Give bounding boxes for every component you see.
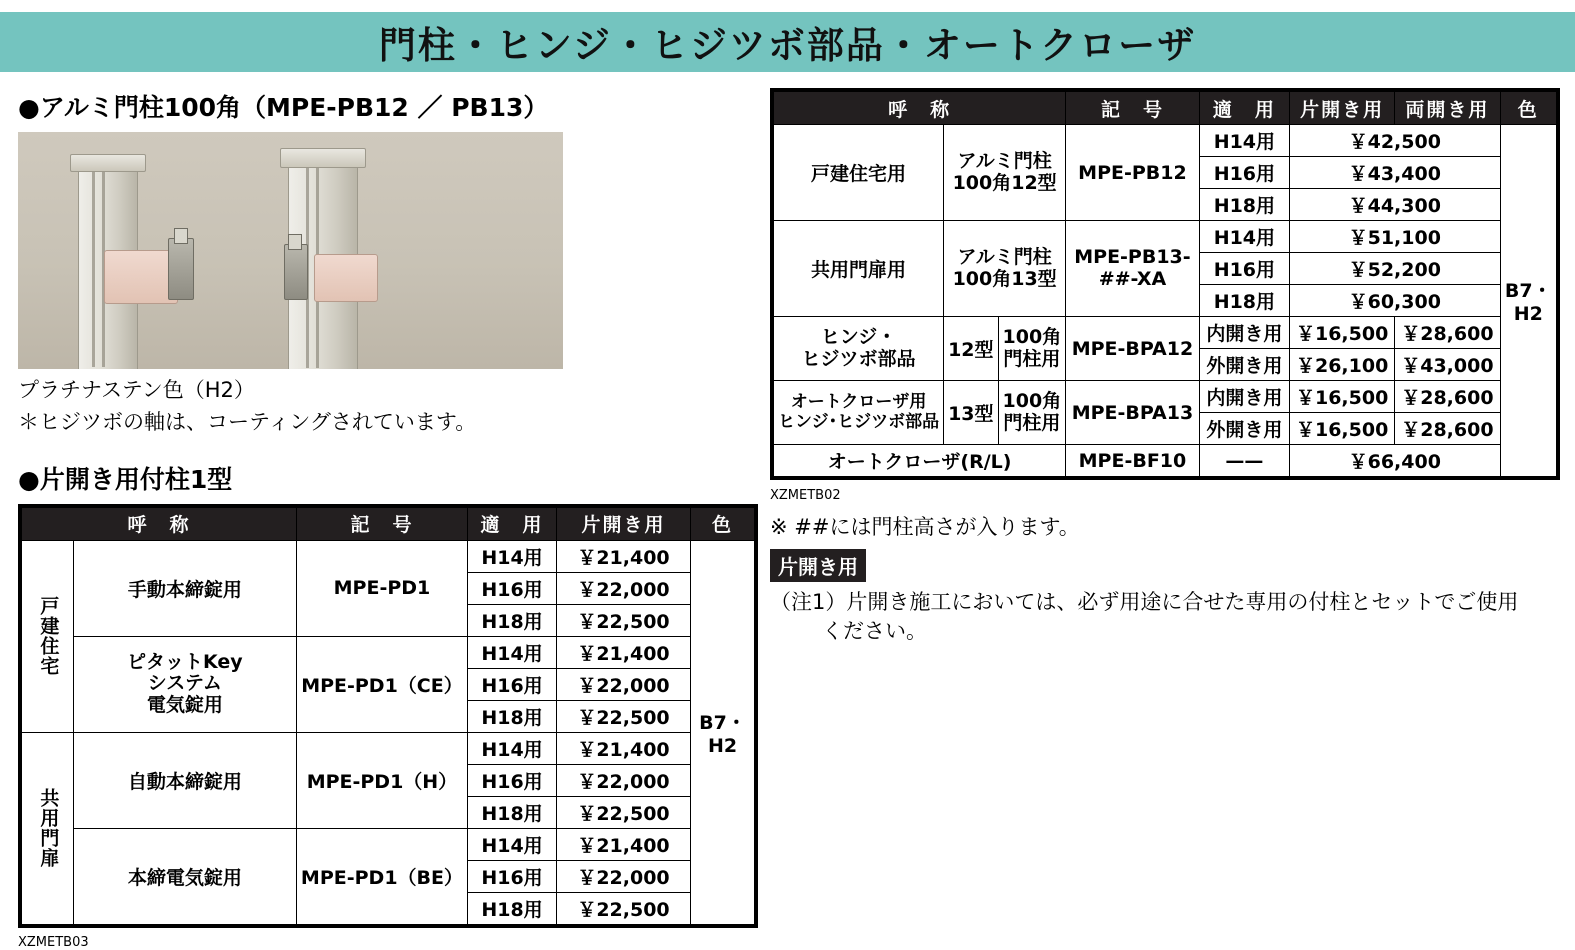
price-single-cell: ￥16,500 bbox=[1290, 317, 1395, 349]
col-header-single: 片開き用 bbox=[1290, 92, 1395, 125]
note-line-2: ください。 bbox=[822, 619, 927, 644]
groove-line bbox=[92, 172, 95, 367]
row-code-mpe-pd1: MPE-PD1 bbox=[296, 540, 467, 636]
apply-cell: H16用 bbox=[468, 860, 557, 892]
left-column bbox=[18, 88, 758, 950]
use-shared-gate: 共用門扉用 bbox=[774, 221, 944, 317]
photo-caption-color: プラチナステン色（H2） bbox=[18, 378, 255, 402]
price-double-cell: ￥28,600 bbox=[1395, 317, 1500, 349]
table-row bbox=[22, 732, 755, 764]
post-cap-right bbox=[280, 148, 366, 168]
name-line-1: オートクローザ用 bbox=[790, 391, 927, 412]
code-line-2: ##-XA bbox=[1098, 267, 1167, 290]
for-line-1: 100角 bbox=[1002, 389, 1062, 412]
apply-cell: H14用 bbox=[468, 828, 557, 860]
apply-cell: H18用 bbox=[468, 892, 557, 924]
hinge-block-left bbox=[104, 250, 178, 304]
price-single-cell: ￥16,500 bbox=[1290, 381, 1395, 413]
price-cell: ￥22,500 bbox=[557, 604, 691, 636]
row-code-mpe-pd1-be: MPE-PD1（BE） bbox=[296, 828, 467, 924]
apply-cell: H14用 bbox=[468, 540, 557, 572]
table-row bbox=[774, 445, 1557, 477]
right-column bbox=[770, 88, 1560, 647]
col-header-color: 色 bbox=[1500, 92, 1556, 125]
apply-cell: H16用 bbox=[468, 668, 557, 700]
hinge-block-right bbox=[314, 254, 378, 302]
apply-cell: 内開き用 bbox=[1199, 317, 1289, 349]
for-line-1: 100角 bbox=[1002, 325, 1062, 348]
price-cell: ￥21,400 bbox=[557, 636, 691, 668]
apply-cell: H14用 bbox=[1199, 125, 1289, 157]
color-line-2: H2 bbox=[1513, 303, 1543, 325]
left-table-wrapper bbox=[18, 504, 758, 928]
for-line-2: 門柱用 bbox=[1003, 347, 1061, 370]
col-header-apply: 適 用 bbox=[1199, 92, 1289, 125]
name-line-2: ヒジツボ部品 bbox=[801, 347, 916, 370]
section-heading-aluminum-post: ●アルミ門柱100角（MPE-PB12 ／ PB13） bbox=[18, 93, 549, 122]
apply-cell: H14用 bbox=[468, 732, 557, 764]
apply-cell: H16用 bbox=[468, 572, 557, 604]
note-line-1: （注1）片開き施工においては、必ず用途に合せた専用の付柱とセットでご使用 bbox=[770, 590, 1519, 614]
header-bar bbox=[0, 12, 1575, 72]
price-cell: ￥21,400 bbox=[557, 732, 691, 764]
table-row bbox=[774, 125, 1557, 157]
apply-cell: 外開き用 bbox=[1199, 349, 1289, 381]
price-cell: ￥22,000 bbox=[557, 572, 691, 604]
hinge-pin-left bbox=[168, 238, 194, 300]
row-code-mpe-pd1-h: MPE-PD1（H） bbox=[296, 732, 467, 828]
price-cell: ￥22,500 bbox=[557, 892, 691, 924]
apply-cell: H18用 bbox=[1199, 285, 1289, 317]
row-name-electric-lock: 本締電気錠用 bbox=[73, 828, 296, 924]
col-header-code: 記 号 bbox=[1066, 92, 1200, 125]
apply-cell: H18用 bbox=[468, 604, 557, 636]
color-cell bbox=[691, 540, 755, 924]
photo-caption-note: ＊ヒジツボの軸は、コーティングされています。 bbox=[18, 410, 477, 435]
name-line-2: 100角12型 bbox=[952, 171, 1057, 194]
price-cell: ￥43,400 bbox=[1290, 157, 1501, 189]
name-line-2: 100角13型 bbox=[952, 267, 1057, 290]
product-photo bbox=[18, 132, 563, 369]
price-cell: ￥21,400 bbox=[557, 540, 691, 572]
row-name-pitatto-key bbox=[73, 636, 296, 732]
col-header-double: 両開き用 bbox=[1395, 92, 1500, 125]
for-post-100 bbox=[998, 317, 1066, 381]
apply-cell: H14用 bbox=[468, 636, 557, 668]
apply-cell: H14用 bbox=[1199, 221, 1289, 253]
tag-single-swing: 片開き用 bbox=[770, 549, 866, 582]
code-mpe-pb12: MPE-PB12 bbox=[1066, 125, 1200, 221]
price-cell: ￥22,500 bbox=[557, 796, 691, 828]
right-table-wrapper bbox=[770, 88, 1560, 480]
name-closer-hinge-parts bbox=[774, 381, 944, 445]
page-title: 門柱・ヒンジ・ヒジツボ部品・オートクローザ bbox=[378, 24, 1197, 67]
name-line-1: ピタットKey bbox=[127, 650, 243, 673]
group-label-detached: 戸建住宅 bbox=[22, 540, 74, 732]
left-table-code: XZMETB03 bbox=[18, 934, 89, 950]
right-table-code: XZMETB02 bbox=[770, 488, 841, 503]
side-post-price-table bbox=[21, 507, 755, 925]
code-mpe-bpa12: MPE-BPA12 bbox=[1066, 317, 1200, 381]
price-cell: ￥51,100 bbox=[1290, 221, 1501, 253]
name-line-1: ヒンジ・ bbox=[820, 325, 897, 348]
price-cell: ￥22,000 bbox=[557, 668, 691, 700]
price-cell: ￥60,300 bbox=[1290, 285, 1501, 317]
apply-cell: H16用 bbox=[468, 764, 557, 796]
col-header-single: 片開き用 bbox=[557, 507, 691, 540]
table-row bbox=[774, 381, 1557, 413]
price-cell: ￥52,200 bbox=[1290, 253, 1501, 285]
color-line-1: B7・ bbox=[1504, 280, 1552, 302]
table-row bbox=[774, 317, 1557, 349]
price-cell: ￥42,500 bbox=[1290, 125, 1501, 157]
price-single-cell: ￥26,100 bbox=[1290, 349, 1395, 381]
name-aluminum-post-13 bbox=[944, 221, 1066, 317]
apply-cell: H16用 bbox=[1199, 157, 1289, 189]
price-cell: ￥22,000 bbox=[557, 860, 691, 892]
row-code-mpe-pd1-ce: MPE-PD1（CE） bbox=[296, 636, 467, 732]
row-name-manual-lock: 手動本締錠用 bbox=[73, 540, 296, 636]
note-hash-height: ※ ##には門柱高さが入ります。 bbox=[770, 515, 1080, 539]
row-name-auto-lock: 自動本締錠用 bbox=[73, 732, 296, 828]
type-12: 12型 bbox=[944, 317, 998, 381]
apply-cell: 内開き用 bbox=[1199, 381, 1289, 413]
apply-cell: H18用 bbox=[468, 796, 557, 828]
table-header-row bbox=[774, 92, 1557, 125]
apply-cell: —— bbox=[1199, 445, 1289, 477]
use-detached-house: 戸建住宅用 bbox=[774, 125, 944, 221]
name-line-1: アルミ門柱 bbox=[957, 149, 1052, 172]
price-cell: ￥44,300 bbox=[1290, 189, 1501, 221]
col-header-code: 記 号 bbox=[296, 507, 467, 540]
code-mpe-bf10: MPE-BF10 bbox=[1066, 445, 1200, 477]
post-cap-left bbox=[70, 154, 146, 172]
code-line-1: MPE-PB13- bbox=[1074, 245, 1191, 268]
col-header-name: 呼 称 bbox=[22, 507, 297, 540]
color-line-1: B7・ bbox=[699, 711, 746, 734]
hinge-pin-top-left bbox=[174, 228, 188, 244]
name-auto-closer: オートクローザ(R/L) bbox=[774, 445, 1066, 477]
name-line-3: 電気錠用 bbox=[146, 694, 223, 717]
price-cell: ￥22,500 bbox=[557, 700, 691, 732]
price-cell: ￥21,400 bbox=[557, 828, 691, 860]
table-header-row bbox=[22, 507, 755, 540]
name-hinge-parts bbox=[774, 317, 944, 381]
section-heading-side-post: ●片開き用付柱1型 bbox=[18, 464, 233, 494]
group-label-shared-gate: 共用門扉 bbox=[22, 732, 74, 924]
table-row bbox=[22, 540, 755, 572]
name-line-2: ヒンジ･ヒジツボ部品 bbox=[778, 411, 940, 432]
hinge-pin-right bbox=[284, 244, 308, 300]
apply-cell: H18用 bbox=[1199, 189, 1289, 221]
price-double-cell: ￥43,000 bbox=[1395, 349, 1500, 381]
apply-cell: H18用 bbox=[468, 700, 557, 732]
name-line-2: システム bbox=[147, 672, 222, 695]
note-caution-1 bbox=[770, 588, 1560, 647]
col-header-color: 色 bbox=[691, 507, 755, 540]
code-mpe-bpa13: MPE-BPA13 bbox=[1066, 381, 1200, 445]
table-row bbox=[22, 636, 755, 668]
apply-cell: H16用 bbox=[1199, 253, 1289, 285]
col-header-apply: 適 用 bbox=[468, 507, 557, 540]
color-line-2: H2 bbox=[707, 734, 738, 757]
gate-post-price-table bbox=[773, 91, 1557, 477]
price-cell: ￥22,000 bbox=[557, 764, 691, 796]
hinge-pin-top-right bbox=[288, 234, 302, 250]
price-double-cell: ￥28,600 bbox=[1395, 413, 1500, 445]
table-row bbox=[774, 221, 1557, 253]
price-cell: ￥66,400 bbox=[1290, 445, 1501, 477]
price-single-cell: ￥16,500 bbox=[1290, 413, 1395, 445]
for-post-100 bbox=[998, 381, 1066, 445]
color-cell bbox=[1500, 125, 1556, 477]
col-header-name: 呼 称 bbox=[774, 92, 1066, 125]
code-mpe-pb13 bbox=[1066, 221, 1200, 317]
apply-cell: 外開き用 bbox=[1199, 413, 1289, 445]
name-line-1: アルミ門柱 bbox=[957, 245, 1052, 268]
type-13: 13型 bbox=[944, 381, 998, 445]
name-aluminum-post-12 bbox=[944, 125, 1066, 221]
price-double-cell: ￥28,600 bbox=[1395, 381, 1500, 413]
table-row bbox=[22, 828, 755, 860]
for-line-2: 門柱用 bbox=[1003, 411, 1061, 434]
